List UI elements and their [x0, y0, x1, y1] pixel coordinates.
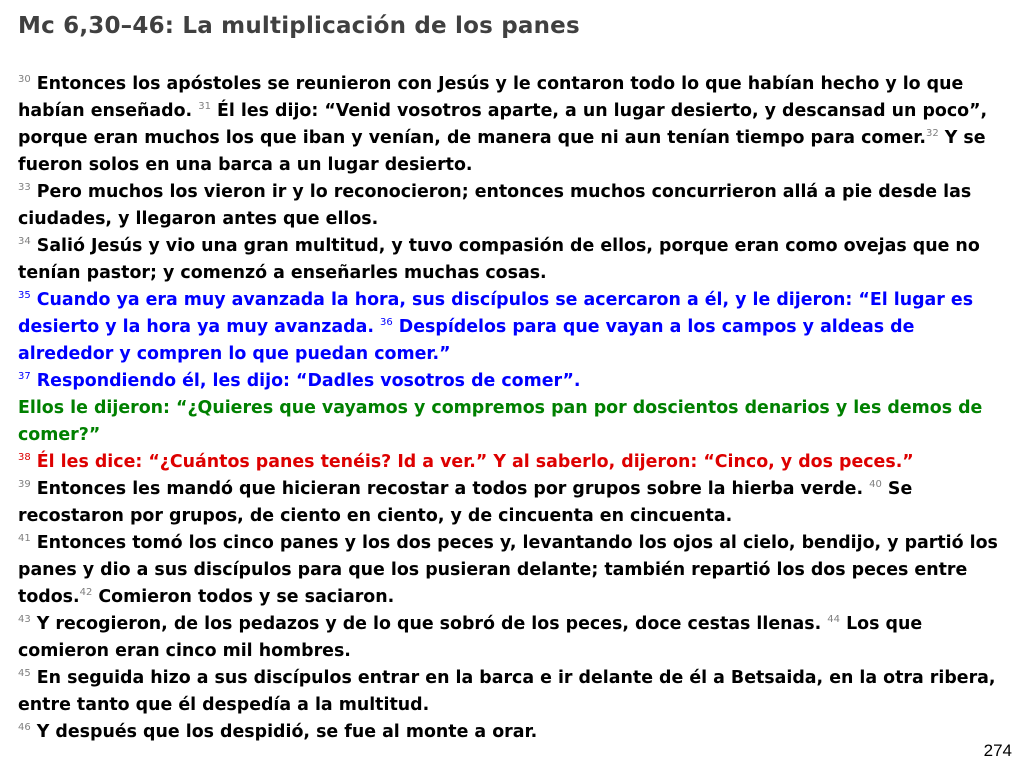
verse-number: 38	[18, 452, 31, 464]
verse-paragraph	[18, 719, 1014, 746]
verse-paragraph	[18, 71, 1014, 179]
verse-text: Entonces tomó los cinco panes y los dos peces y, levantando los ojos al cielo, bendijo, y partió los panes y dio a sus discípulos para que los pusieran delante; también repartió los dos peces entre todos.	[18, 533, 998, 607]
verse-paragraph	[18, 611, 1014, 665]
verse-text: Pero muchos los vieron ir y lo reconocieron; entonces muchos concurrieron allá a pie desde las ciudades, y llegaron antes que ellos.	[18, 182, 972, 229]
verse-number: 32	[925, 128, 939, 140]
verse-text: Cuando ya era muy avanzada la hora, sus discípulos se acercaron a él, y le dijeron: “El lugar es desierto y la hora ya muy avanzada.	[18, 290, 974, 337]
verse-number: 31	[198, 101, 211, 113]
verse-paragraph	[18, 530, 1014, 611]
verse-text: Ellos le dijeron: “¿Quieres que vayamos y compremos pan por doscientos denarios y les demos de comer?”	[18, 398, 983, 445]
verse-text: Y se fueron solos en una barca a un lugar desierto.	[18, 128, 986, 175]
verse-text: Entonces los apóstoles se reunieron con Jesús y le contaron todo lo que habían hecho y lo que habían enseñado.	[18, 74, 964, 121]
verse-text: Los que comieron eran cinco mil hombres.	[18, 614, 923, 661]
verse-text: Él les dice: “¿Cuántos panes tenéis? Id a ver.” Y al saberlo, dijeron: “Cinco, y dos peces.”	[30, 452, 914, 472]
verse-number: 42	[79, 587, 93, 599]
verse-number: 33	[18, 182, 31, 194]
verse-number: 37	[18, 371, 31, 383]
verse-number: 40	[869, 479, 882, 491]
verse-paragraph	[18, 449, 1014, 476]
verse-number: 43	[18, 614, 31, 626]
verse-text: Y recogieron, de los pedazos y de lo que sobró de los peces, doce cestas llenas.	[30, 614, 828, 634]
verse-paragraph	[18, 395, 1014, 449]
verse-text: Salió Jesús y vio una gran multitud, y tuvo compasión de ellos, porque eran como ovejas que no tenían pastor; y comenzó a enseñarles muchas cosas.	[18, 236, 980, 283]
page-title: Mc 6,30–46: La multiplicación de los panes	[18, 13, 580, 39]
verse-text: Entonces les mandó que hicieran recostar a todos por grupos sobre la hierba verde.	[30, 479, 870, 499]
verse-paragraph	[18, 287, 1014, 368]
verse-text: Respondiendo él, les dijo: “Dadles vosotros de comer”.	[30, 371, 581, 391]
verse-paragraph	[18, 368, 1014, 395]
verse-number: 45	[18, 668, 31, 680]
verse-paragraph	[18, 665, 1014, 719]
page-number: 274	[983, 741, 1012, 760]
verse-paragraph	[18, 179, 1014, 233]
verse-number: 35	[18, 290, 31, 302]
verse-number: 34	[18, 236, 31, 248]
verse-paragraph	[18, 233, 1014, 287]
verse-number: 30	[18, 74, 31, 86]
verse-text: Despídelos para que vayan a los campos y aldeas de alrededor y compren lo que puedan comer.”	[18, 317, 915, 364]
verse-paragraph	[18, 476, 1014, 530]
verse-number: 41	[18, 533, 31, 545]
verse-text: Y después que los despidió, se fue al monte a orar.	[30, 722, 538, 742]
verse-number: 39	[18, 479, 31, 491]
scripture-passage	[18, 71, 1014, 746]
verse-text: Comieron todos y se saciaron.	[92, 587, 395, 607]
verse-number: 36	[380, 317, 393, 329]
verse-number: 44	[827, 614, 841, 626]
verse-text: Él les dijo: “Venid vosotros aparte, a un lugar desierto, y descansad un poco”, porque eran muchos los que iban y venían, de manera que ni aun tenían tiempo para comer.	[18, 101, 988, 148]
verse-text: Se recostaron por grupos, de ciento en ciento, y de cincuenta en cincuenta.	[18, 479, 913, 526]
verse-text: En seguida hizo a sus discípulos entrar en la barca e ir delante de él a Betsaida, en la otra ribera, entre tanto que él despedía a la multitud.	[18, 668, 996, 715]
verse-number: 46	[18, 722, 31, 734]
